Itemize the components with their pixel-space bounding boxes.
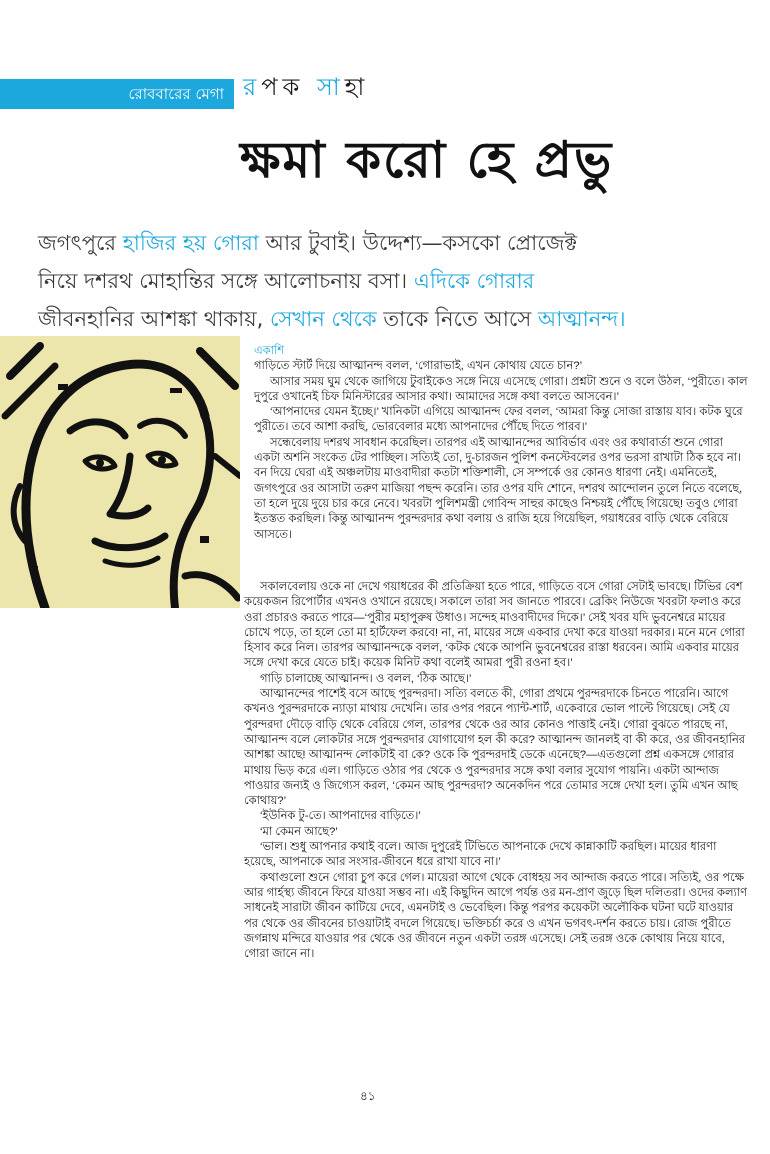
- lead-text: জীবনহানির আশঙ্কা থাকায়,: [38, 307, 270, 331]
- lead-highlight: এদিকে গোরার: [413, 269, 535, 293]
- author-part: হা: [344, 73, 370, 101]
- page-title: ক্ষমা করো হে প্রভু: [240, 130, 614, 189]
- article-body: [254, 344, 748, 543]
- author-part: পক: [261, 73, 305, 101]
- face-sketch-icon: [0, 336, 240, 608]
- series-label: রোববারের মেগা: [128, 85, 224, 103]
- lead-text: জগৎপুরে: [38, 231, 123, 255]
- author-name: [243, 72, 369, 102]
- lead-text: আর টুবাই। উদ্দেশ্য—কসকো প্রোজেক্ট: [258, 231, 578, 255]
- lead-highlight: আত্মানন্দ।: [537, 307, 626, 331]
- author-part: র: [243, 73, 262, 101]
- paragraph: গাড়িতে স্টার্ট দিয়ে আত্মানন্দ বলল, ‘গোরাভাই, এখন কোথায় যেতে চান?’: [254, 360, 583, 373]
- lead-highlight: হাজির হয় গোরা: [122, 231, 259, 255]
- paragraph: সন্ধেবেলায় দশরথ সাবধান করেছিল। তারপর এই আত্মানন্দের আবির্ভাব এবং ওর কথাবার্তা শুনে গোরা একটা অশনি সংকেত টের পাচ্ছিল। সত্যিই তো, দু-চারজন পুলিশ কনস্টেবলের ওপর ভরসা রাখাটা ঠিক হবে না। বন দিয়ে ঘেরা এই অঞ্চলটায় মাওবাদীরা কতটা শক্তিশালী, সে সম্পর্কে ওর কোনও ধারণা নেই। এমনিতেই, জগৎপুরে ওর আসাটা তরুণ মাজিয়া পছন্দ করেনি। তার ওপর যদি শোনে, দশরথ আন্দোলন তুলে নিতে বলেছে, তা হলে দুয়ে দুয়ে চার করে নেবে। খবরটা পুলিশমন্ত্রী গোবিন্দ সাহুর কাছেও নিশ্চয়ই পৌঁছে গিয়েছে! তবুও গোরা ইতস্তত করছিল। কিন্তু আত্মানন্দ পুরন্দরদার কথা বলায় ও রাজি হয়ে গিয়েছিল, গয়াধরের বাড়ি থেকে বেরিয়ে আসতে।: [254, 436, 743, 541]
- paragraph: ‘মা কেমন আছে?’: [260, 825, 338, 838]
- series-banner: [0, 79, 234, 109]
- paragraph: সকালবেলায় ওকে না দেখে গয়াধরের কী প্রতিক্রিয়া হতে পারে, গাড়িতে বসে গোরা সেটাই ভাবছে। টিভির বেশ কয়েকজন রিপোর্টার এখনও ওখানে রয়েছে। সকালে তারা সব জানতে পারবে। ব্রেকিং নিউজে খবরটা ফলাও করে ওরা প্রচারও করতে পারে—‘পুরীর মহাপুরুষ উধাও। সন্দেহ মাওবাদীদের দিকে।’ সেই খবর যদি ভুবনেশ্বরে মায়ের চোখে পড়ে, তা হলে তো মা হার্টফেল করবে! না, না, মায়ের সঙ্গে একবার দেখা করে যাওয়া দরকার। মনে মনে গোরা হিসাব করে নিল। তারপর আত্মানন্দকে বলল, ‘কটক থেকে আপনি ভুবনেশ্বরের রাস্তা ধরবেন। আমি একবার মায়ের সঙ্গে দেখা করে যেতে চাই। কয়েক মিনিট কথা বলেই আমরা পুরী রওনা হব।’: [244, 581, 745, 670]
- paragraph: ‘আপনাদের যেমন ইচ্ছে।’ খানিকটা এগিয়ে আত্মানন্দ ফের বলল, ‘আমরা কিন্তু সোজা রাস্তায় যাব। কটক ঘুরে পুরীতে। তবে আশা করছি, ভোরবেলার মধ্যে আপনাদের পৌঁছে দিতে পারব।’: [254, 406, 743, 434]
- story-illustration: [0, 336, 240, 608]
- author-part: সা: [316, 73, 345, 101]
- paragraph: ‘ইউনিক টু-তে। আপনাদের বাড়িতে।’: [260, 810, 421, 823]
- lead-summary: [38, 224, 738, 338]
- lead-highlight: সেখান থেকে: [269, 307, 377, 331]
- paragraph: গাড়ি চালাচ্ছে আত্মানন্দ। ও বলল, ‘ঠিক আছে।’: [260, 672, 472, 685]
- paragraph: কথাগুলো শুনে গোরা চুপ করে গেল। মায়েরা আগে থেকে বোধহয় সব আন্দাজ করতে পারে। সত্যিই, ওর পক্ষে আর গার্হস্থ্য জীবনে ফিরে যাওয়া সম্ভব না। এই কিছুদিন আগে পর্যন্ত ওর মন-প্রাণ জুড়ে ছিল দলিতরা। ওদের কল্যাণ সাধনেই সারাটা জীবন কাটিয়ে দেবে, এমনটাই ও ভেবেছিল। কিন্তু পরপর কয়েকটা অলৌকিক ঘটনা ঘটে যাওয়ার পর থেকে ওর জীবনের চাওয়াটাই বদলে গিয়েছে। ভক্তিচর্চা করে ও এখন ভগবৎ-দর্শন করতে চায়। রোজ পুরীতে জগন্নাথ মন্দিরে যাওয়ার পর থেকে ওর জীবনে নতুন একটা তরঙ্গ এসেছে। সেই তরঙ্গ ওকে কোথায় নিয়ে যাবে, গোরা জানে না।: [244, 871, 747, 961]
- lead-line: [38, 300, 738, 338]
- lead-line: [38, 262, 738, 300]
- lead-line: [38, 224, 738, 262]
- page-number: ৪১: [360, 1089, 376, 1103]
- paragraph: আত্মানন্দের পাশেই বসে আছে পুরন্দরদা। সত্যি বলতে কী, গোরা প্রথমে পুরন্দরদাকে চিনতে পারেনি। আগে কখনও পুরন্দরদাকে ন্যাড়া মাথায় দেখেনি। তার ওপর পরনে প্যান্ট-শার্ট, একেবারে ভোল পাল্টে গিয়েছে। সেই যে পুরন্দরদা দৌড়ে বাড়ি থেকে বেরিয়ে গেল, তারপর থেকে ওর আর কোনও পাত্তাই নেই। গোরা বুঝতে পারছে না, আত্মানন্দ বলে লোকটার সঙ্গে পুরন্দরদার যোগাযোগ হল কী করে? আত্মানন্দ জানলই বা কী করে, ওর জীবনহানির আশঙ্কা আছে! আত্মানন্দ লোকটাই বা কে? ওকে কি পুরন্দরদাই ডেকে এনেছে?—এতগুলো প্রশ্ন একসঙ্গে গোরার মাথায় ভিড় করে এল। গাড়িতে ওঠার পর থেকে ও পুরন্দরদার সঙ্গে কথা বলার সুযোগ পায়নি। একটা আন্দাজ পাওয়ার জন্যই ও জিগ্যেস করল, ‘কেমন আছ পুরন্দরদা? অনেকদিন পরে তোমার সঙ্গে দেখা হল। তুমি এখন আছ কোথায়?’: [244, 688, 746, 808]
- paragraph: আসার সময় ঘুম থেকে জাগিয়ে টুবাইকেও সঙ্গে নিয়ে এসেছে গোরা। প্রশ্নটা শুনে ও বলে উঠল, ‘পুরীতে। কাল দুপুরে ওখানেই চিফ মিনিস্টারের আসার কথা। আমাদের সঙ্গে কথা বলতে আসবেন।’: [254, 375, 748, 403]
- lead-text: তাকে নিতে আসে: [376, 307, 538, 331]
- paragraph: ‘ভাল। শুধু আপনার কথাই বলে। আজ দুপুরেই টিভিতে আপনাকে দেখে কান্নাকাটি করছিল। মায়ের ধারণা হয়েছে, আপনাকে আর সংসার-জীবনে ধরে রাখা যাবে না।’: [244, 841, 717, 869]
- article-body-continued: [244, 580, 748, 962]
- chapter-number: একাশি: [254, 345, 284, 357]
- lead-text: নিয়ে দশরথ মোহান্তির সঙ্গে আলোচনায় বসা।: [38, 269, 414, 293]
